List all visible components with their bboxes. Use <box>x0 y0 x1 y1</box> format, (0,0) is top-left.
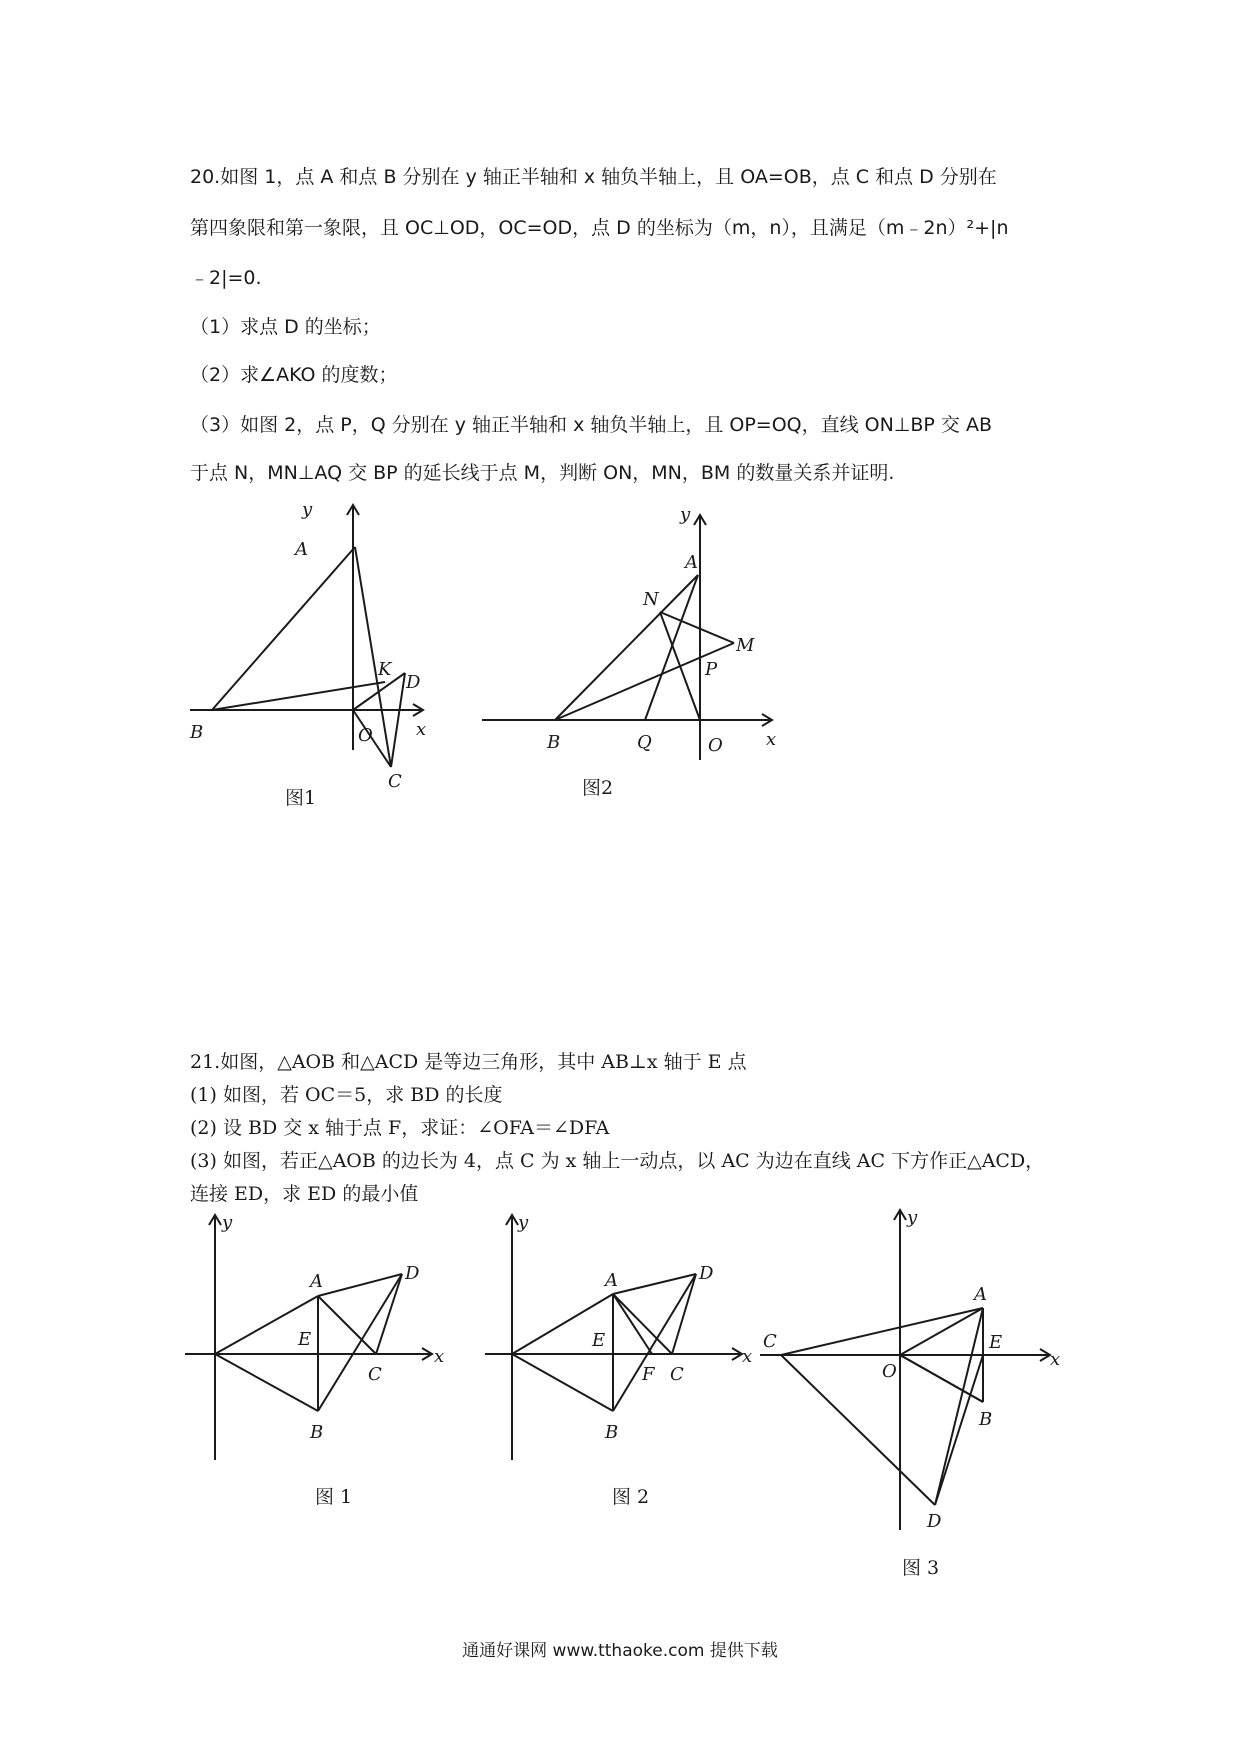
label-x: x <box>766 729 777 750</box>
label-e: E <box>989 1332 1003 1353</box>
q21-part-3-line-2: 连接 ED，求 ED 的最小值 <box>190 1183 419 1205</box>
q21-figure-3 <box>755 1205 1065 1539</box>
label-f: F <box>642 1364 655 1385</box>
segment-af <box>613 1294 652 1354</box>
label-a: A <box>295 539 308 560</box>
label-y: y <box>907 1207 918 1228</box>
q20-part-3-line-2: 于点 N，MN⊥AQ 交 BP 的延长线于点 M，判断 ON，MN，BM 的数量关系并证明. <box>190 462 895 484</box>
label-n: N <box>643 589 659 610</box>
label-a: A <box>685 552 698 573</box>
q20-part-3-line-1: （3）如图 2，点 P，Q 分别在 y 轴正半轴和 x 轴负半轴上，且 OP=OQ，直线 ON⊥BP 交 AB <box>190 414 993 436</box>
segment-cd <box>781 1355 935 1505</box>
segment-on <box>660 612 700 720</box>
q21-figure-2-caption: 图 2 <box>612 1486 650 1508</box>
label-o: O <box>882 1361 897 1382</box>
segment-ac <box>781 1308 983 1355</box>
q21-part-2: (2) 设 BD 交 x 轴于点 F，求证：∠OFA＝∠DFA <box>190 1117 610 1139</box>
q20-figure-2-diagram <box>480 505 790 775</box>
segment-cd <box>376 1274 402 1354</box>
label-c: C <box>763 1331 777 1352</box>
label-c: C <box>368 1364 382 1385</box>
segment-mn <box>660 612 734 643</box>
q20-figure-1-diagram <box>180 495 440 795</box>
segment-cd <box>672 1274 696 1354</box>
q21-figure-1-diagram <box>180 1210 460 1470</box>
label-o: O <box>358 725 373 746</box>
segment-oa <box>900 1308 983 1355</box>
label-q: Q <box>637 732 652 753</box>
q20-figure-1-caption: 图1 <box>285 787 317 809</box>
q20-figure-2 <box>480 505 790 779</box>
segment-ob <box>512 1354 613 1411</box>
segment-ad <box>935 1308 983 1505</box>
q21-part-1: (1) 如图，若 OC＝5，求 BD 的长度 <box>190 1084 503 1106</box>
label-d: D <box>406 672 421 693</box>
label-b: B <box>190 722 204 743</box>
q20-figure-1 <box>180 495 440 799</box>
label-e: E <box>298 1329 312 1350</box>
segment-cd <box>391 673 405 767</box>
q21-line-1: 21.如图，△AOB 和△ACD 是等边三角形，其中 AB⊥x 轴于 E 点 <box>190 1051 747 1073</box>
segment-ad <box>613 1274 696 1294</box>
label-d: D <box>927 1511 942 1532</box>
segment-bm <box>555 643 734 720</box>
label-x: x <box>434 1346 445 1367</box>
label-b: B <box>310 1422 324 1443</box>
label-d: D <box>405 1263 420 1284</box>
label-a: A <box>974 1284 987 1305</box>
segment-ob <box>215 1354 318 1411</box>
label-m: M <box>736 635 755 656</box>
label-y: y <box>680 504 691 525</box>
q20-part-1: （1）求点 D 的坐标； <box>190 316 381 338</box>
label-b: B <box>547 732 561 753</box>
label-b: B <box>979 1409 993 1430</box>
q21-figure-1 <box>180 1210 460 1474</box>
label-y: y <box>518 1212 529 1233</box>
q21-figure-3-diagram <box>755 1205 1065 1535</box>
segment-ab <box>212 547 355 710</box>
label-c: C <box>388 771 402 792</box>
label-x: x <box>1050 1349 1061 1370</box>
q21-figure-2 <box>480 1210 760 1474</box>
label-e: E <box>592 1330 606 1351</box>
segment-ab <box>555 575 698 720</box>
label-x: x <box>742 1346 753 1367</box>
label-k: K <box>378 659 392 680</box>
label-c: C <box>670 1364 684 1385</box>
label-a: A <box>310 1271 323 1292</box>
segment-ed <box>935 1355 983 1505</box>
label-o: O <box>708 735 723 756</box>
q20-line-3: ﹣2|=0. <box>190 267 262 289</box>
q20-line-1: 20.如图 1，点 A 和点 B 分别在 y 轴正半轴和 x 轴负半轴上，且 OA=OB，点 C 和点 D 分别在 <box>190 166 997 188</box>
q21-part-3-line-1: (3) 如图，若正△AOB 的边长为 4，点 C 为 x 轴上一动点，以 AC 为边在直线 AC 下方作正△ACD， <box>190 1150 1045 1172</box>
label-y: y <box>302 499 313 520</box>
label-a: A <box>605 1270 618 1291</box>
label-d: D <box>699 1263 714 1284</box>
label-p: P <box>705 659 718 680</box>
page-footer: 通通好课网 www.tthaoke.com 提供下载 <box>462 1641 778 1661</box>
segment-ac <box>613 1294 672 1354</box>
segment-bd <box>318 1274 402 1411</box>
label-x: x <box>416 719 427 740</box>
q20-part-2: （2）求∠AKO 的度数； <box>190 364 398 386</box>
segment-ac <box>318 1296 376 1354</box>
q21-figure-2-diagram <box>480 1210 760 1470</box>
q21-figure-3-caption: 图 3 <box>902 1557 940 1579</box>
q20-line-2: 第四象限和第一象限，且 OC⊥OD，OC=OD，点 D 的坐标为（m，n），且满足（m﹣2n）²+|n <box>190 217 1009 239</box>
segment-bd <box>613 1274 696 1411</box>
q21-figure-1-caption: 图 1 <box>315 1486 353 1508</box>
label-y: y <box>222 1212 233 1233</box>
q20-figure-2-caption: 图2 <box>582 777 614 799</box>
label-b: B <box>605 1422 619 1443</box>
